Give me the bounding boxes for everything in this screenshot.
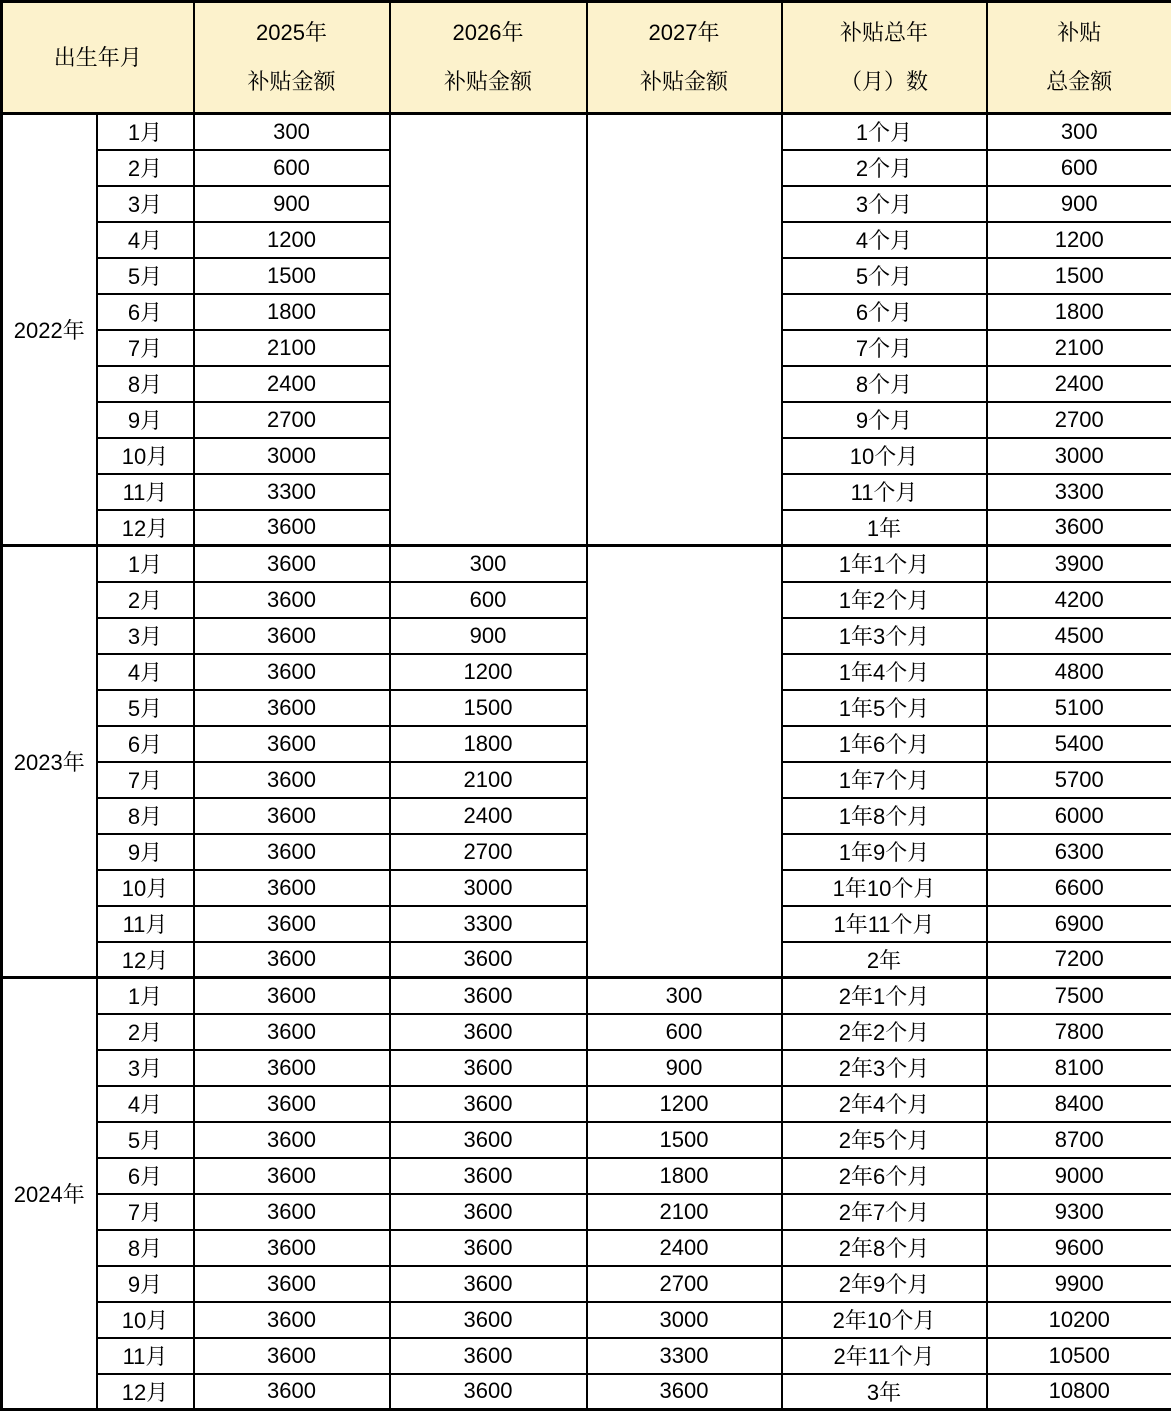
year-cell: 2024年 <box>2 978 97 1410</box>
amount-2025-cell: 3600 <box>194 1338 390 1374</box>
amount-2026-cell: 1200 <box>390 654 587 690</box>
total-amount-cell: 5700 <box>987 762 1171 798</box>
total-amount-cell: 8100 <box>987 1050 1171 1086</box>
amount-2025-cell: 3000 <box>194 438 390 474</box>
total-amount-cell: 5100 <box>987 690 1171 726</box>
header-line: 2025年 <box>256 22 327 44</box>
total-amount-cell: 900 <box>987 186 1171 222</box>
duration-cell: 1年11个月 <box>782 906 987 942</box>
amount-2025-cell: 2400 <box>194 366 390 402</box>
amount-2025-cell: 3600 <box>194 618 390 654</box>
amount-2025-cell: 2100 <box>194 330 390 366</box>
amount-2025-cell: 3600 <box>194 726 390 762</box>
header-row <box>2 2 1171 114</box>
amount-2025-cell: 3600 <box>194 870 390 906</box>
month-cell: 12月 <box>97 1374 194 1410</box>
amount-2025-cell: 3600 <box>194 1158 390 1194</box>
amount-2026-cell: 2700 <box>390 834 587 870</box>
total-amount-cell: 4800 <box>987 654 1171 690</box>
table-row <box>2 1122 1171 1158</box>
month-cell: 5月 <box>97 258 194 294</box>
amount-2025-cell: 3300 <box>194 474 390 510</box>
amount-2027-cell: 300 <box>587 978 782 1014</box>
amount-2025-cell: 600 <box>194 150 390 186</box>
amount-2027-cell: 1500 <box>587 1122 782 1158</box>
month-cell: 4月 <box>97 654 194 690</box>
total-amount-cell: 9900 <box>987 1266 1171 1302</box>
total-amount-cell: 4200 <box>987 582 1171 618</box>
header-line: 总金额 <box>1046 71 1112 93</box>
month-cell: 7月 <box>97 1194 194 1230</box>
month-cell: 4月 <box>97 1086 194 1122</box>
total-amount-cell: 6300 <box>987 834 1171 870</box>
duration-cell: 7个月 <box>782 330 987 366</box>
month-cell: 12月 <box>97 942 194 978</box>
amount-2025-cell: 2700 <box>194 402 390 438</box>
amount-2026-cell: 3600 <box>390 1266 587 1302</box>
total-amount-cell: 3000 <box>987 438 1171 474</box>
total-amount-cell: 3600 <box>987 510 1171 546</box>
amount-2026-cell: 2100 <box>390 762 587 798</box>
amount-2027-cell: 3600 <box>587 1374 782 1410</box>
amount-2025-cell: 3600 <box>194 654 390 690</box>
total-amount-cell: 300 <box>987 114 1171 150</box>
month-cell: 9月 <box>97 402 194 438</box>
duration-cell: 2年5个月 <box>782 1122 987 1158</box>
month-cell: 3月 <box>97 618 194 654</box>
month-cell: 12月 <box>97 510 194 546</box>
total-amount-cell: 7200 <box>987 942 1171 978</box>
table-row <box>2 1194 1171 1230</box>
duration-cell: 2年11个月 <box>782 1338 987 1374</box>
duration-cell: 2年6个月 <box>782 1158 987 1194</box>
total-amount-cell: 8400 <box>987 1086 1171 1122</box>
duration-cell: 2年10个月 <box>782 1302 987 1338</box>
amount-2025-cell: 3600 <box>194 1230 390 1266</box>
month-cell: 1月 <box>97 978 194 1014</box>
table-row <box>2 978 1171 1014</box>
amount-2026-cell: 300 <box>390 546 587 582</box>
header-duration <box>782 2 987 114</box>
table-row <box>2 1014 1171 1050</box>
year-cell: 2023年 <box>2 546 97 978</box>
amount-2026-cell: 3600 <box>390 1122 587 1158</box>
amount-2026-cell: 3000 <box>390 870 587 906</box>
total-amount-cell: 2100 <box>987 330 1171 366</box>
total-amount-cell: 2700 <box>987 402 1171 438</box>
amount-2026-cell: 2400 <box>390 798 587 834</box>
table-row <box>2 618 1171 654</box>
table-row <box>2 1158 1171 1194</box>
amount-2026-cell-merged-empty <box>390 114 587 546</box>
duration-cell: 1年3个月 <box>782 618 987 654</box>
amount-2025-cell: 3600 <box>194 906 390 942</box>
amount-2026-cell: 3600 <box>390 1194 587 1230</box>
total-amount-cell: 3300 <box>987 474 1171 510</box>
amount-2026-cell: 3600 <box>390 1338 587 1374</box>
amount-2025-cell: 3600 <box>194 1374 390 1410</box>
month-cell: 2月 <box>97 582 194 618</box>
amount-2027-cell: 2700 <box>587 1266 782 1302</box>
duration-cell: 2个月 <box>782 150 987 186</box>
amount-2027-cell: 3000 <box>587 1302 782 1338</box>
duration-cell: 1年4个月 <box>782 654 987 690</box>
amount-2025-cell: 3600 <box>194 978 390 1014</box>
total-amount-cell: 3900 <box>987 546 1171 582</box>
amount-2025-cell: 3600 <box>194 510 390 546</box>
amount-2025-cell: 3600 <box>194 1302 390 1338</box>
header-total <box>987 2 1171 114</box>
total-amount-cell: 8700 <box>987 1122 1171 1158</box>
duration-cell: 3年 <box>782 1374 987 1410</box>
month-cell: 4月 <box>97 222 194 258</box>
month-cell: 5月 <box>97 690 194 726</box>
duration-cell: 10个月 <box>782 438 987 474</box>
amount-2026-cell: 3600 <box>390 1374 587 1410</box>
month-cell: 1月 <box>97 546 194 582</box>
amount-2027-cell: 2100 <box>587 1194 782 1230</box>
header-amount-2026 <box>390 2 587 114</box>
table-row <box>2 1266 1171 1302</box>
table-row <box>2 726 1171 762</box>
total-amount-cell: 6000 <box>987 798 1171 834</box>
month-cell: 9月 <box>97 1266 194 1302</box>
duration-cell: 1年6个月 <box>782 726 987 762</box>
amount-2025-cell: 1200 <box>194 222 390 258</box>
amount-2025-cell: 3600 <box>194 942 390 978</box>
table-row <box>2 762 1171 798</box>
amount-2025-cell: 3600 <box>194 762 390 798</box>
header-amount-2026-text <box>391 22 586 93</box>
duration-cell: 1年8个月 <box>782 798 987 834</box>
duration-cell: 2年 <box>782 942 987 978</box>
header-total-text <box>988 22 1171 93</box>
total-amount-cell: 5400 <box>987 726 1171 762</box>
header-amount-2025 <box>194 2 390 114</box>
total-amount-cell: 9300 <box>987 1194 1171 1230</box>
header-line: 补贴 <box>1057 22 1101 44</box>
amount-2027-cell: 2400 <box>587 1230 782 1266</box>
duration-cell: 9个月 <box>782 402 987 438</box>
table-row <box>2 942 1171 978</box>
table-row <box>2 1050 1171 1086</box>
table-row <box>2 582 1171 618</box>
total-amount-cell: 4500 <box>987 618 1171 654</box>
amount-2026-cell: 3600 <box>390 1050 587 1086</box>
amount-2025-cell: 3600 <box>194 1194 390 1230</box>
amount-2025-cell: 3600 <box>194 1086 390 1122</box>
total-amount-cell: 600 <box>987 150 1171 186</box>
table-row <box>2 870 1171 906</box>
duration-cell: 1年9个月 <box>782 834 987 870</box>
header-line: 补贴金额 <box>640 71 728 93</box>
total-amount-cell: 7500 <box>987 978 1171 1014</box>
duration-cell: 11个月 <box>782 474 987 510</box>
header-amount-2027-text <box>588 22 781 93</box>
month-cell: 5月 <box>97 1122 194 1158</box>
month-cell: 8月 <box>97 1230 194 1266</box>
month-cell: 11月 <box>97 474 194 510</box>
amount-2027-cell: 600 <box>587 1014 782 1050</box>
amount-2026-cell: 3600 <box>390 1302 587 1338</box>
table-row <box>2 654 1171 690</box>
duration-cell: 3个月 <box>782 186 987 222</box>
table-row <box>2 798 1171 834</box>
amount-2025-cell: 3600 <box>194 582 390 618</box>
header-line: 2026年 <box>453 22 524 44</box>
duration-cell: 2年4个月 <box>782 1086 987 1122</box>
total-amount-cell: 9600 <box>987 1230 1171 1266</box>
month-cell: 8月 <box>97 798 194 834</box>
month-cell: 3月 <box>97 186 194 222</box>
header-amount-2027 <box>587 2 782 114</box>
duration-cell: 1个月 <box>782 114 987 150</box>
table-row <box>2 906 1171 942</box>
amount-2025-cell: 3600 <box>194 690 390 726</box>
table-header <box>2 2 1171 114</box>
amount-2025-cell: 3600 <box>194 834 390 870</box>
total-amount-cell: 1500 <box>987 258 1171 294</box>
amount-2025-cell: 3600 <box>194 1266 390 1302</box>
amount-2027-cell-merged-empty <box>587 546 782 978</box>
amount-2026-cell: 900 <box>390 618 587 654</box>
amount-2027-cell-merged-empty <box>587 114 782 546</box>
year-cell: 2022年 <box>2 114 97 546</box>
amount-2027-cell: 3300 <box>587 1338 782 1374</box>
month-cell: 2月 <box>97 1014 194 1050</box>
table-row <box>2 834 1171 870</box>
total-amount-cell: 9000 <box>987 1158 1171 1194</box>
month-cell: 6月 <box>97 1158 194 1194</box>
duration-cell: 4个月 <box>782 222 987 258</box>
duration-cell: 1年1个月 <box>782 546 987 582</box>
month-cell: 9月 <box>97 834 194 870</box>
amount-2027-cell: 900 <box>587 1050 782 1086</box>
month-cell: 6月 <box>97 726 194 762</box>
amount-2026-cell: 1500 <box>390 690 587 726</box>
duration-cell: 5个月 <box>782 258 987 294</box>
month-cell: 11月 <box>97 906 194 942</box>
total-amount-cell: 10800 <box>987 1374 1171 1410</box>
amount-2025-cell: 3600 <box>194 798 390 834</box>
amount-2025-cell: 900 <box>194 186 390 222</box>
duration-cell: 1年2个月 <box>782 582 987 618</box>
total-amount-cell: 2400 <box>987 366 1171 402</box>
header-line: 补贴总年 <box>840 22 928 44</box>
table-row <box>2 1086 1171 1122</box>
table-row <box>2 1302 1171 1338</box>
amount-2027-cell: 1200 <box>587 1086 782 1122</box>
total-amount-cell: 6900 <box>987 906 1171 942</box>
duration-cell: 6个月 <box>782 294 987 330</box>
table-row <box>2 546 1171 582</box>
duration-cell: 1年 <box>782 510 987 546</box>
table-row <box>2 1338 1171 1374</box>
month-cell: 3月 <box>97 1050 194 1086</box>
amount-2026-cell: 3600 <box>390 978 587 1014</box>
amount-2026-cell: 3600 <box>390 1230 587 1266</box>
table-row <box>2 1374 1171 1410</box>
month-cell: 10月 <box>97 438 194 474</box>
table-row <box>2 690 1171 726</box>
amount-2026-cell: 600 <box>390 582 587 618</box>
duration-cell: 1年5个月 <box>782 690 987 726</box>
amount-2026-cell: 3600 <box>390 1086 587 1122</box>
table-row <box>2 114 1171 150</box>
month-cell: 8月 <box>97 366 194 402</box>
total-amount-cell: 10500 <box>987 1338 1171 1374</box>
month-cell: 2月 <box>97 150 194 186</box>
duration-cell: 2年9个月 <box>782 1266 987 1302</box>
table-row <box>2 1230 1171 1266</box>
total-amount-cell: 6600 <box>987 870 1171 906</box>
amount-2025-cell: 3600 <box>194 1122 390 1158</box>
duration-cell: 2年7个月 <box>782 1194 987 1230</box>
amount-2027-cell: 1800 <box>587 1158 782 1194</box>
duration-cell: 2年2个月 <box>782 1014 987 1050</box>
amount-2025-cell: 1500 <box>194 258 390 294</box>
header-birth-year-month <box>2 2 194 114</box>
duration-cell: 2年3个月 <box>782 1050 987 1086</box>
month-cell: 10月 <box>97 870 194 906</box>
total-amount-cell: 1200 <box>987 222 1171 258</box>
amount-2025-cell: 3600 <box>194 1014 390 1050</box>
duration-cell: 2年1个月 <box>782 978 987 1014</box>
table-body <box>2 114 1171 1410</box>
total-amount-cell: 10200 <box>987 1302 1171 1338</box>
header-line: 补贴金额 <box>248 71 336 93</box>
duration-cell: 1年10个月 <box>782 870 987 906</box>
month-cell: 6月 <box>97 294 194 330</box>
amount-2026-cell: 1800 <box>390 726 587 762</box>
header-line: 补贴金额 <box>444 71 532 93</box>
header-birth-year-month-text <box>3 47 193 69</box>
total-amount-cell: 7800 <box>987 1014 1171 1050</box>
duration-cell: 8个月 <box>782 366 987 402</box>
amount-2025-cell: 1800 <box>194 294 390 330</box>
header-line: 出生年月 <box>54 47 142 69</box>
header-amount-2025-text <box>195 22 389 93</box>
amount-2026-cell: 3600 <box>390 1014 587 1050</box>
amount-2026-cell: 3300 <box>390 906 587 942</box>
month-cell: 1月 <box>97 114 194 150</box>
header-line: 2027年 <box>649 22 720 44</box>
amount-2026-cell: 3600 <box>390 942 587 978</box>
amount-2025-cell: 3600 <box>194 546 390 582</box>
amount-2025-cell: 3600 <box>194 1050 390 1086</box>
month-cell: 7月 <box>97 762 194 798</box>
duration-cell: 2年8个月 <box>782 1230 987 1266</box>
month-cell: 10月 <box>97 1302 194 1338</box>
month-cell: 11月 <box>97 1338 194 1374</box>
month-cell: 7月 <box>97 330 194 366</box>
amount-2025-cell: 300 <box>194 114 390 150</box>
amount-2026-cell: 3600 <box>390 1158 587 1194</box>
header-duration-text <box>783 22 986 93</box>
duration-cell: 1年7个月 <box>782 762 987 798</box>
header-line: （月）数 <box>840 71 928 93</box>
total-amount-cell: 1800 <box>987 294 1171 330</box>
